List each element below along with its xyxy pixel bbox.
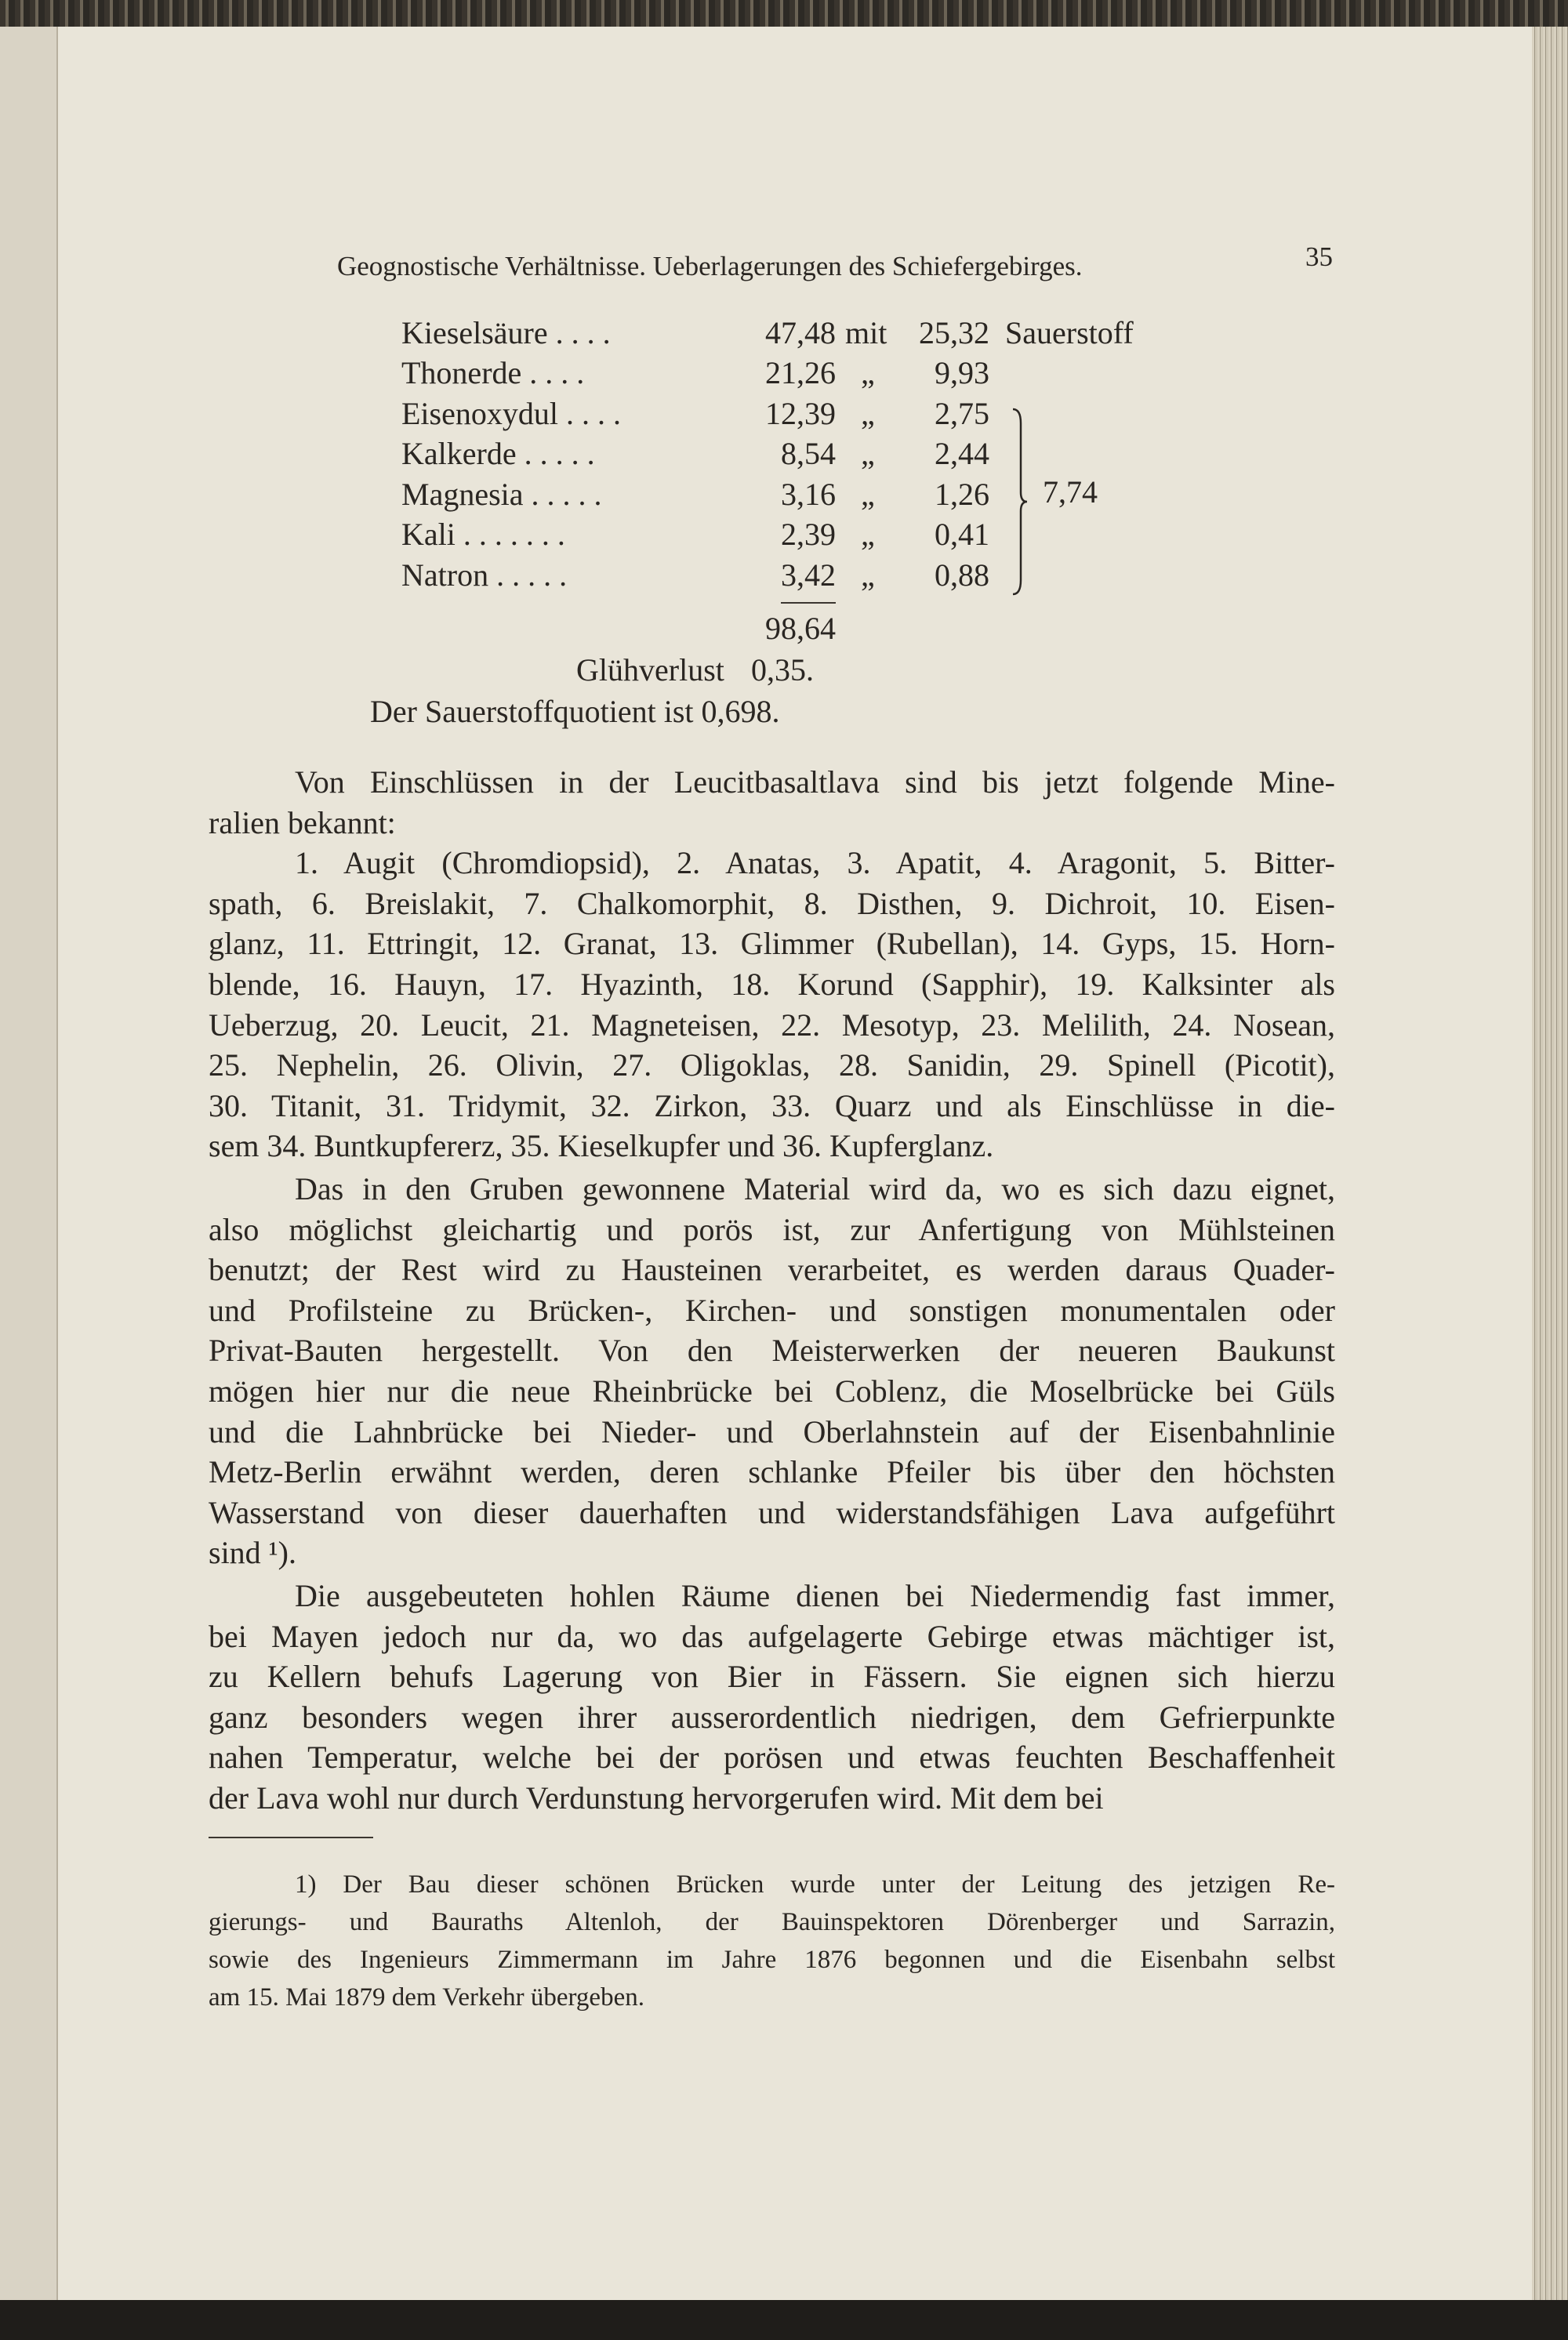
row-percent: 12,39 xyxy=(765,396,836,431)
text-line: Metz-Berlin erwähnt werden, deren schlanke Pfeiler bis über den höchsten xyxy=(209,1454,1335,1490)
row-link: mit xyxy=(845,315,887,350)
row-unit: Sauerstoff xyxy=(1005,315,1134,350)
running-title: Geognostische Verhältnisse. Ueberlagerungen des Schiefergebirges. xyxy=(337,251,1083,281)
page-number: 35 xyxy=(1305,241,1333,272)
row-oxygen: 25,32 xyxy=(919,315,989,350)
text-line: ralien bekannt: xyxy=(209,804,396,840)
oxygen-quotient: Der Sauerstoffquotient ist 0,698. xyxy=(370,694,780,729)
text-line: Die ausgebeuteten hohlen Räume dienen bei Niedermendig fast immer, xyxy=(295,1578,1335,1613)
row-link: „ xyxy=(861,355,875,390)
text-line: der Lava wohl nur durch Verdunstung hervorgerufen wird. Mit dem bei xyxy=(209,1780,1104,1816)
text-line: glanz, 11. Ettringit, 12. Granat, 13. Glimmer (Rubellan), 14. Gyps, 15. Horn- xyxy=(209,926,1335,962)
row-name: Thonerde . . . . xyxy=(401,355,585,390)
row-link: „ xyxy=(861,517,875,552)
text-line: spath, 6. Breislakit, 7. Chalkomorphit, 8. Disthen, 9. Dichroit, 10. Eisen- xyxy=(209,885,1335,921)
text-line: Wasserstand von dieser dauerhaften und widerstandsfähigen Lava aufgeführt xyxy=(209,1494,1335,1530)
row-percent: 3,16 xyxy=(781,477,836,512)
row-link: „ xyxy=(861,436,875,471)
text-line: ganz besonders wegen ihrer ausserordentlich niedrigen, dem Gefrierpunkte xyxy=(209,1699,1335,1735)
row-percent: 3,42 xyxy=(781,557,836,593)
row-oxygen: 2,75 xyxy=(935,396,989,431)
sum-rule xyxy=(781,602,836,604)
row-percent: 2,39 xyxy=(781,517,836,552)
row-oxygen: 2,44 xyxy=(935,436,989,471)
row-name: Kalkerde . . . . . xyxy=(401,436,595,471)
row-name: Magnesia . . . . . xyxy=(401,477,602,512)
text-line: 30. Titanit, 31. Tridymit, 32. Zirkon, 33. Quarz und als Einschlüsse in die- xyxy=(209,1087,1335,1123)
text-line: bei Mayen jedoch nur da, wo das aufgelagerte Gebirge etwas mächtiger ist, xyxy=(209,1618,1335,1654)
text-line: Von Einschlüssen in der Leucitbasaltlava sind bis jetzt folgende Mine- xyxy=(295,764,1335,800)
row-oxygen: 9,93 xyxy=(935,355,989,390)
row-percent: 21,26 xyxy=(765,355,836,390)
row-name: Kieselsäure . . . . xyxy=(401,315,611,350)
book-bottom-edge xyxy=(0,2300,1568,2340)
row-link: „ xyxy=(861,477,875,512)
text-line: und die Lahnbrücke bei Nieder- und Oberlahnstein auf der Eisenbahnlinie xyxy=(209,1413,1335,1449)
text-line: 25. Nephelin, 26. Olivin, 27. Oligoklas, 28. Sanidin, 29. Spinell (Picotit), xyxy=(209,1047,1335,1083)
text-line: also möglichst gleichartig und porös ist, zur Anfertigung von Mühlsteinen xyxy=(209,1211,1335,1247)
gluehverlust-label: Glühverlust xyxy=(576,652,724,687)
text-line: Privat-Bauten hergestellt. Von den Meisterwerken der neueren Baukunst xyxy=(209,1333,1335,1369)
text-line: nahen Temperatur, welche bei der porösen und etwas feuchten Beschaffenheit xyxy=(209,1740,1335,1776)
brace-sum: 7,74 xyxy=(1043,474,1098,510)
row-oxygen: 0,41 xyxy=(935,517,989,552)
text-line: blende, 16. Hauyn, 17. Hyazinth, 18. Korund (Sapphir), 19. Kalksinter als xyxy=(209,967,1335,1002)
row-percent: 8,54 xyxy=(781,436,836,471)
text-line: Ueberzug, 20. Leucit, 21. Magneteisen, 22. Mesotyp, 23. Melilith, 24. Nosean, xyxy=(209,1007,1335,1043)
page-stack-edges xyxy=(1532,27,1568,2300)
text-line: und Profilsteine zu Brücken-, Kirchen- und sonstigen monumentalen oder xyxy=(209,1292,1335,1328)
row-name: Natron . . . . . xyxy=(401,557,568,593)
text-line: zu Kellern behufs Lagerung von Bier in Fässern. Sie eignen sich hierzu xyxy=(209,1659,1335,1695)
row-oxygen: 0,88 xyxy=(935,557,989,593)
book-top-edge xyxy=(0,0,1568,27)
text-line: benutzt; der Rest wird zu Hausteinen verarbeitet, es werden daraus Quader- xyxy=(209,1252,1335,1288)
row-name: Kali . . . . . . . xyxy=(401,517,565,552)
row-oxygen: 1,26 xyxy=(935,477,989,512)
text-line: sem 34. Buntkupfererz, 35. Kieselkupfer und 36. Kupferglanz. xyxy=(209,1128,994,1164)
row-link: „ xyxy=(861,557,875,593)
footnote-line: 1) Der Bau dieser schönen Brücken wurde unter der Leitung des jetzigen Re- xyxy=(295,1870,1335,1899)
brace-bracket xyxy=(1011,408,1029,596)
gluehverlust-value: 0,35. xyxy=(751,652,814,687)
row-link: „ xyxy=(861,396,875,431)
text-line: mögen hier nur die neue Rheinbrücke bei Coblenz, die Moselbrücke bei Güls xyxy=(209,1373,1335,1409)
footnote-line: gierungs- und Bauraths Altenloh, der Bauinspektoren Dörenberger und Sarrazin, xyxy=(209,1908,1335,1936)
footnote-rule xyxy=(209,1837,373,1838)
total-value: 98,64 xyxy=(765,611,836,646)
footnote-line: am 15. Mai 1879 dem Verkehr übergeben. xyxy=(209,1983,644,2012)
text-line: 1. Augit (Chromdiopsid), 2. Anatas, 3. Apatit, 4. Aragonit, 5. Bitter- xyxy=(295,845,1335,881)
row-percent: 47,48 xyxy=(765,315,836,350)
facing-page-edge xyxy=(0,27,58,2300)
text-line: sind ¹). xyxy=(209,1535,296,1571)
footnote-line: sowie des Ingenieurs Zimmermann im Jahre 1876 begonnen und die Eisenbahn selbst xyxy=(209,1946,1335,1974)
row-name: Eisenoxydul . . . . xyxy=(401,396,621,431)
text-line: Das in den Gruben gewonnene Material wird da, wo es sich dazu eignet, xyxy=(295,1171,1335,1206)
